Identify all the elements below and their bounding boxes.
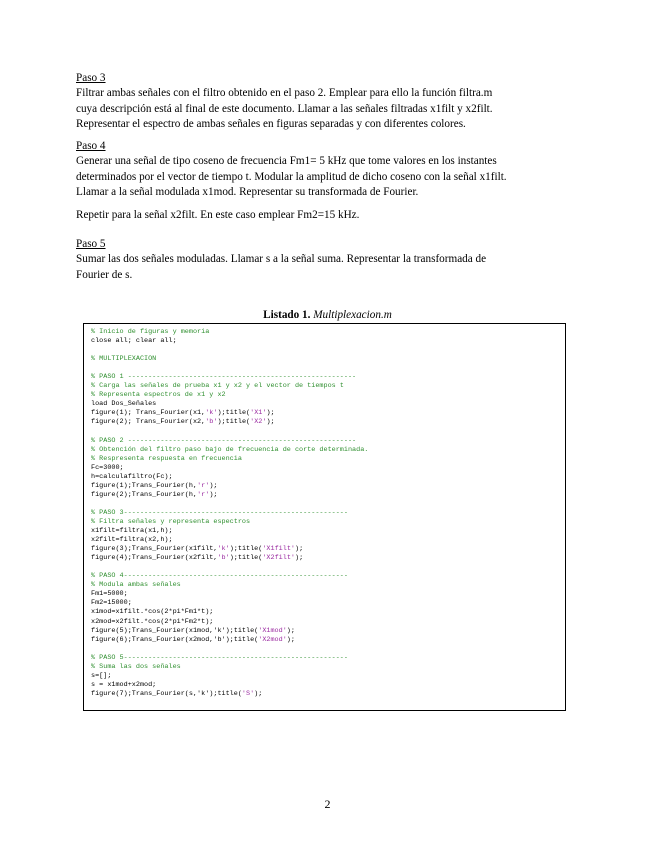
code-text: ); <box>286 626 295 635</box>
code-text: figure(5);Trans_Fourier(x1mod,'k');title( <box>91 626 259 635</box>
code-comment: % PASO 2 -------------------------------------------------------- <box>91 436 357 445</box>
code-text: close all; clear all; <box>91 337 177 346</box>
code-comment: % PASO 4------------------------------------------------------- <box>91 572 348 581</box>
code-line <box>91 428 368 437</box>
code-line <box>91 409 368 418</box>
code-string: 'X2' <box>250 418 267 427</box>
code-text: ); <box>294 554 304 563</box>
code-line <box>91 627 368 636</box>
code-text: ); <box>209 490 218 499</box>
code-text: figure(1); Trans_Fourier(x1, <box>91 409 206 418</box>
code-comment: % Suma las dos señales <box>91 662 181 671</box>
code-line <box>91 455 368 464</box>
code-line <box>91 563 368 572</box>
code-line <box>91 545 368 554</box>
code-comment: % Carga las señales de prueba x1 y x2 y el vector de tiempos t <box>91 382 344 391</box>
paso4-text: Generar una señal de tipo coseno de frecuencia Fm1= 5 kHz que tome valores en los instantes determinados por el vector de tiempo t. Modular la amplitud de dicho coseno con la señal x1filt. Llamar a la señal modulada x1mod. Representar su transformada de Fourier. <box>76 155 507 199</box>
code-line <box>91 554 368 563</box>
code-line <box>91 518 368 527</box>
code-line <box>91 328 368 337</box>
code-line <box>91 464 368 473</box>
code-text: figure(4);Trans_Fourier(x2filt, <box>91 554 218 563</box>
code-text: ); <box>286 635 295 644</box>
paso3-heading: Paso 3 <box>76 72 106 84</box>
code-line <box>91 500 368 509</box>
code-text: figure(6);Trans_Fourier(x2mod,'b');title( <box>91 635 259 644</box>
code-line <box>91 636 368 645</box>
code-text: Fc=3000; <box>91 463 124 472</box>
code-line <box>91 690 368 699</box>
code-line <box>91 599 368 608</box>
code-string: 'S' <box>241 689 255 698</box>
code-text: x1mod=x1filt.*cos(2*pi*Fm1*t); <box>91 608 214 617</box>
paso3-text: Filtrar ambas señales con el filtro obtenido en el paso 2. Emplear para ello la función filtra.m cuya descripción está al final de este documento. Llamar a las señales filtradas x1filt y x2filt. Representar el espectro de ambas señales en figuras separadas y con diferentes colores. <box>76 87 493 131</box>
paso4-heading: Paso 4 <box>76 140 106 152</box>
code-line <box>91 491 368 500</box>
code-comment: % MULTIPLEXACION <box>91 355 157 364</box>
code-line <box>91 473 368 482</box>
code-text: x2mod=x2filt.*cos(2*pi*Fm2*t); <box>91 617 214 626</box>
code-line <box>91 581 368 590</box>
code-line <box>91 663 368 672</box>
code-comment: % Filtra señales y representa espectros <box>91 517 251 526</box>
code-text: load Dos_Señales <box>91 400 157 409</box>
code-text: s=[]; <box>91 671 112 680</box>
code-line <box>91 527 368 536</box>
code-string: 'X1mod' <box>258 626 287 635</box>
code-line <box>91 509 368 518</box>
code-line <box>91 536 368 545</box>
code-line <box>91 482 368 491</box>
code-string: 'X1' <box>250 409 267 418</box>
code-text: figure(7);Trans_Fourier(s,'k');title( <box>91 689 242 698</box>
code-text: x1filt=filtra(x1,h); <box>91 527 173 536</box>
code-comment: % PASO 5------------------------------------------------------- <box>91 653 348 662</box>
code-line <box>91 418 368 427</box>
code-line <box>91 590 368 599</box>
code-text: Fm1=5000; <box>91 590 128 599</box>
paso4-extra: Repetir para la señal x2filt. En este caso emplear Fm2=15 kHz. <box>76 209 360 221</box>
code-text: ); <box>254 689 263 698</box>
code-text: );title( <box>217 418 251 427</box>
code-string: 'X2mod' <box>258 635 287 644</box>
code-text: h=calculafiltro(Fc); <box>91 472 173 481</box>
code-line <box>91 618 368 627</box>
code-string: 'b' <box>205 418 218 427</box>
listing-label: Listado 1. <box>263 309 311 321</box>
code-string: 'b' <box>217 554 230 563</box>
code-string: 'r' <box>197 490 210 499</box>
code-text: s = x1mod+x2mod; <box>91 680 157 689</box>
code-line <box>91 400 368 409</box>
page-number: 2 <box>324 797 331 811</box>
code-text: Fm2=15000; <box>91 599 132 608</box>
code-line <box>91 437 368 446</box>
code-string: 'r' <box>197 481 210 490</box>
code-comment: % Respresenta respuesta en frecuencia <box>91 454 242 463</box>
code-string: 'X1filt' <box>262 545 295 554</box>
code-line <box>91 346 368 355</box>
code-text: );title( <box>229 554 263 563</box>
code-line <box>91 645 368 654</box>
code-line <box>91 446 368 455</box>
code-comment: % PASO 3------------------------------------------------------- <box>91 508 348 517</box>
code-comment: % Inicio de figuras y memoria <box>91 328 210 336</box>
code-line <box>91 355 368 364</box>
code-line <box>91 608 368 617</box>
code-line <box>91 572 368 581</box>
code-text: );title( <box>229 545 263 554</box>
code-line <box>91 391 368 400</box>
code-line <box>91 681 368 690</box>
paso5-text: Sumar las dos señales moduladas. Llamar s a la señal suma. Representar la transformada de Fourier de s. <box>76 253 487 281</box>
code-text: ); <box>209 481 218 490</box>
code-text: ); <box>266 418 275 427</box>
listing-caption <box>0 309 655 321</box>
code-line <box>91 373 368 382</box>
code-text: );title( <box>217 409 251 418</box>
code-line <box>91 672 368 681</box>
code-text: figure(2);Trans_Fourier(h, <box>91 490 198 499</box>
code-text: figure(1);Trans_Fourier(h, <box>91 481 198 490</box>
code-line <box>91 654 368 663</box>
code-comment: % PASO 1 -------------------------------------------------------- <box>91 373 357 382</box>
code-string: 'k' <box>205 409 218 418</box>
code-text: ); <box>294 545 304 554</box>
code-text: ); <box>266 409 275 418</box>
code-comment: % Representa espectros de x1 y x2 <box>91 391 226 400</box>
listing-filename: Multiplexacion.m <box>313 309 392 321</box>
paso5-heading: Paso 5 <box>76 238 106 250</box>
code-listing-box <box>83 323 566 711</box>
code-line <box>91 382 368 391</box>
code-text: figure(3);Trans_Fourier(x1filt, <box>91 545 218 554</box>
code-line <box>91 364 368 373</box>
code-comment: % Obtención del filtro paso bajo de frecuencia de corte determinada. <box>91 445 369 454</box>
code-comment: % Modula ambas señales <box>91 581 181 590</box>
code-string: 'X2filt' <box>262 554 295 563</box>
code-line <box>91 337 368 346</box>
code-text: x2filt=filtra(x2,h); <box>91 536 173 545</box>
code-listing <box>91 328 368 699</box>
code-text: figure(2); Trans_Fourier(x2, <box>91 418 206 427</box>
code-string: 'k' <box>217 545 230 554</box>
